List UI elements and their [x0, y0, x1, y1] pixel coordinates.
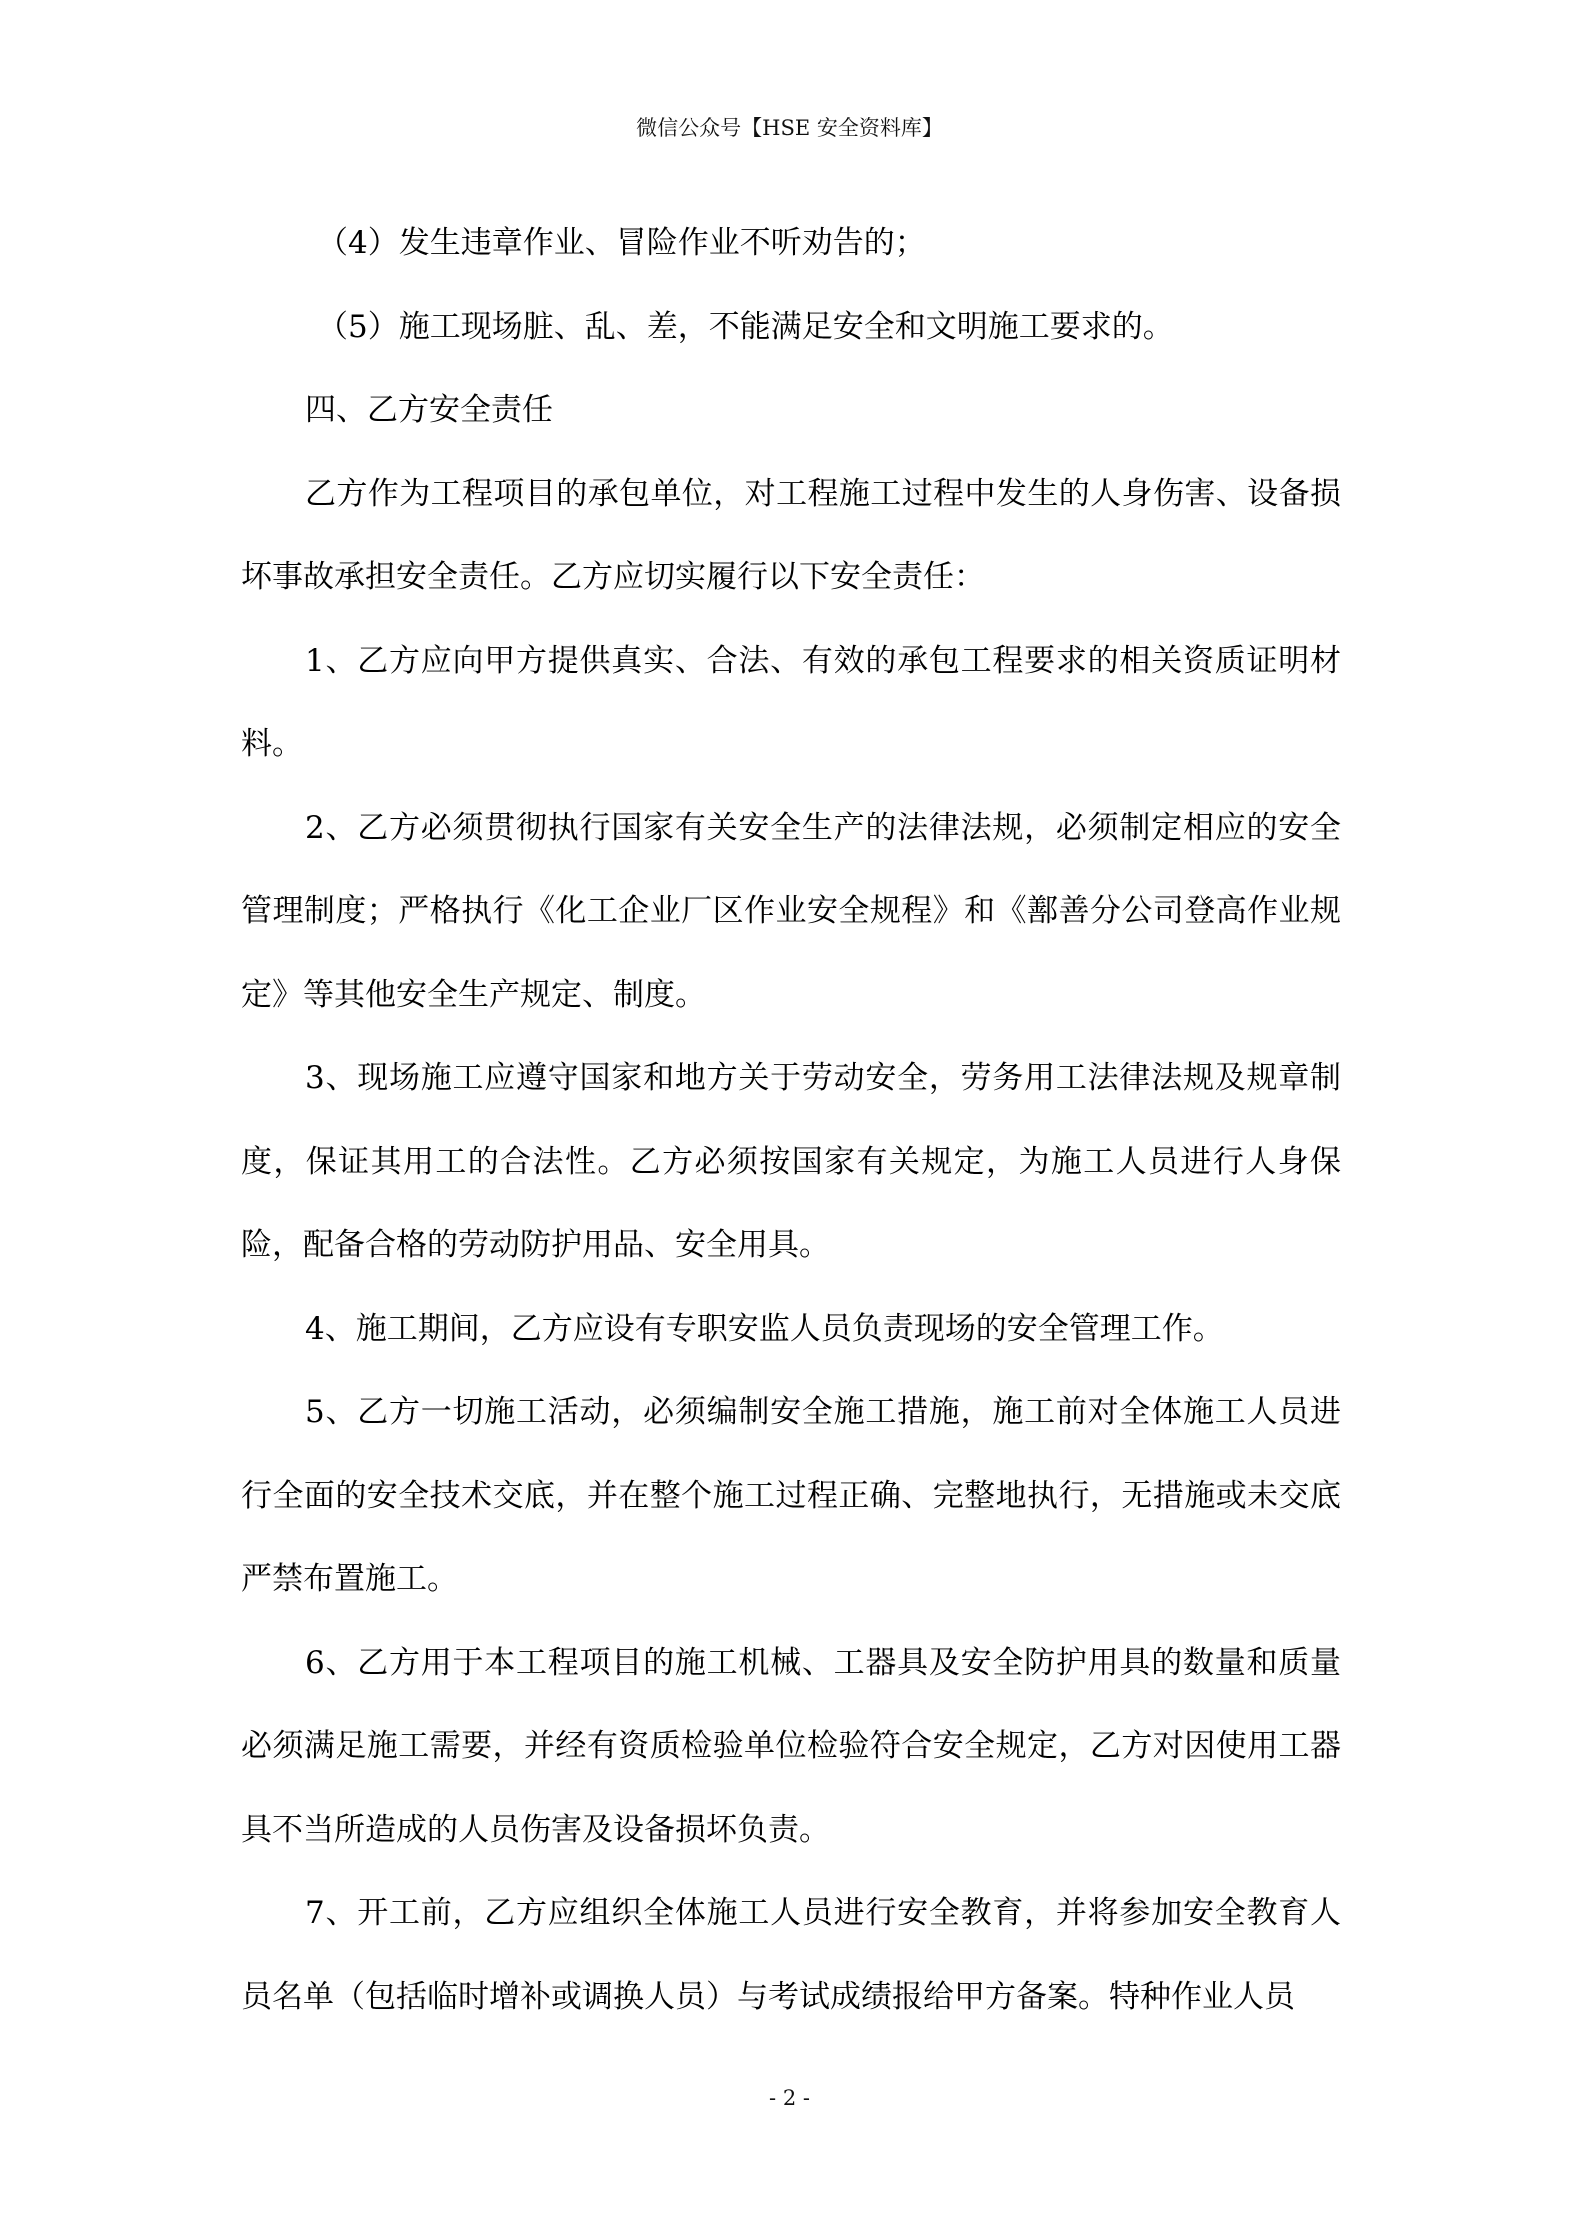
paragraph-clause-7: 7、开工前，乙方应组织全体施工人员进行安全教育，并将参加安全教育人员名单（包括临时增补或调换人员）与考试成绩报给甲方备案。特种作业人员: [241, 1895, 1341, 2015]
paragraph-clause-4: 4、施工期间，乙方应设有专职安监人员负责现场的安全管理工作。: [305, 1310, 1224, 1347]
paragraph-item-4: （4）发生违章作业、冒险作业不听劝告的；: [317, 225, 926, 261]
paragraph-intro: 乙方作为工程项目的承包单位，对工程施工过程中发生的人身伤害、设备损坏事故承担安全责任。乙方应切实履行以下安全责任：: [241, 475, 1341, 595]
paragraph-clause-1: 1、乙方应向甲方提供真实、合法、有效的承包工程要求的相关资质证明材料。: [241, 642, 1341, 762]
document-body: [241, 202, 1341, 2039]
section-heading: 四、乙方安全责任: [305, 392, 553, 428]
paragraph-item-5: （5）施工现场脏、乱、差，不能满足安全和文明施工要求的。: [317, 308, 1174, 345]
paragraph-clause-3: 3、现场施工应遵守国家和地方关于劳动安全，劳务用工法律法规及规章制度，保证其用工的合法性。乙方必须按国家有关规定，为施工人员进行人身保险，配备合格的劳动防护用品、安全用具。: [241, 1060, 1341, 1263]
paragraph-clause-5: 5、乙方一切施工活动，必须编制安全施工措施，施工前对全体施工人员进行全面的安全技术交底，并在整个施工过程正确、完整地执行，无措施或未交底严禁布置施工。: [241, 1394, 1341, 1597]
page-header: 微信公众号【HSE 安全资料库】: [636, 116, 943, 140]
paragraph-clause-2: 2、乙方必须贯彻执行国家有关安全生产的法律法规，必须制定相应的安全管理制度；严格执行《化工企业厂区作业安全规程》和《鄯善分公司登高作业规定》等其他安全生产规定、制度。: [241, 809, 1341, 1013]
paragraph-clause-6: 6、乙方用于本工程项目的施工机械、工器具及安全防护用具的数量和质量必须满足施工需要，并经有资质检验单位检验符合安全规定，乙方对因使用工器具不当所造成的人员伤害及设备损坏负责。: [241, 1644, 1341, 1848]
page-number: - 2 -: [769, 2086, 810, 2110]
